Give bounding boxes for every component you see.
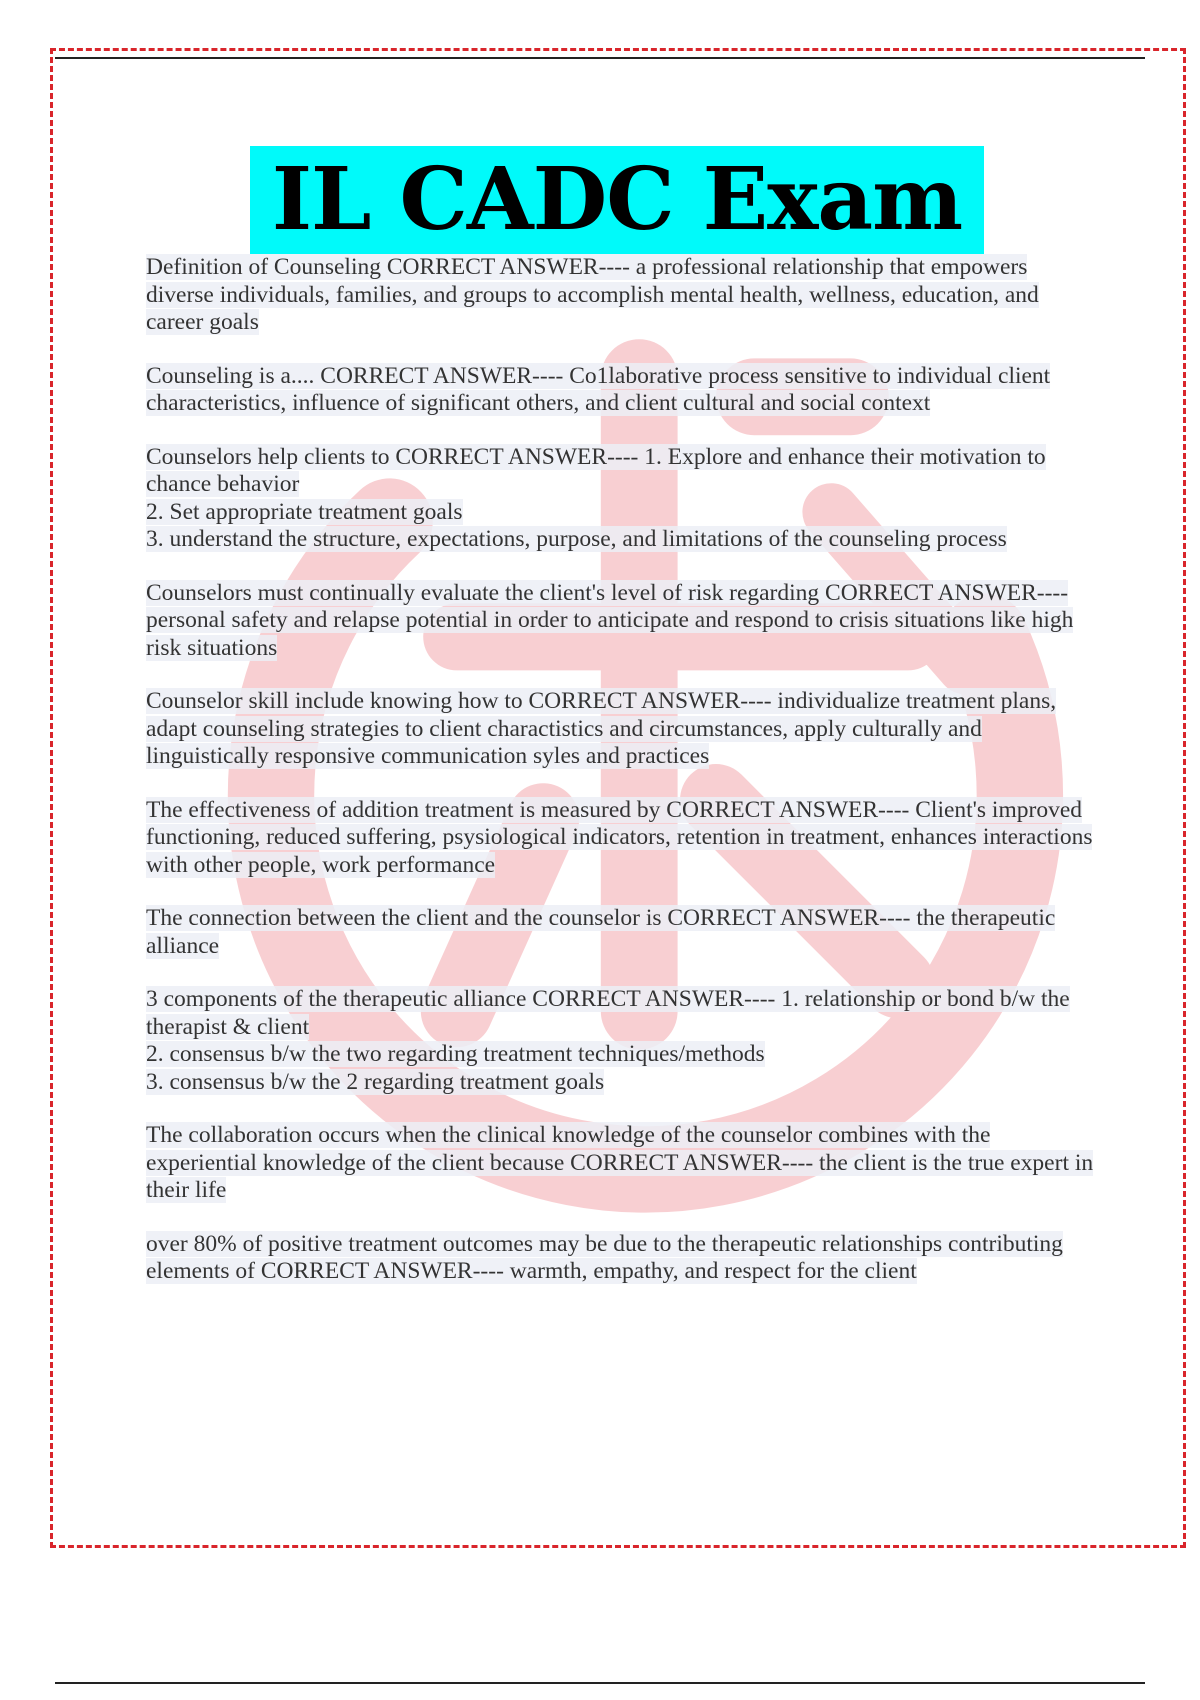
qa-item — [146, 986, 1096, 1096]
qa-line: Counseling is a.... CORRECT ANSWER---- Co1laborative process sensitive to individual client characteristics, influence of significant others, and client cultural and social context — [146, 362, 1051, 416]
qa-item — [146, 254, 1096, 337]
qa-line: over 80% of positive treatment outcomes may be due to the therapeutic relationships contributing elements of CORRECT ANSWER---- warmth, empathy, and respect for the client — [146, 1230, 1063, 1284]
qa-line: 3 components of the therapeutic alliance CORRECT ANSWER---- 1. relationship or bond b/w the therapist & client — [146, 986, 1070, 1040]
qa-item — [146, 688, 1096, 771]
qa-item — [146, 444, 1096, 554]
qa-line: The effectiveness of addition treatment is measured by CORRECT ANSWER---- Client's improved functioning, reduced suffering, psysiological indicators, retention in treatment, enhances interactions with other people, work performance — [146, 796, 1093, 878]
qa-list — [146, 254, 1096, 1312]
qa-item — [146, 1122, 1096, 1205]
qa-item — [146, 580, 1096, 663]
qa-line: The connection between the client and the counselor is CORRECT ANSWER---- the therapeutic alliance — [146, 905, 1056, 959]
qa-line: 2. consensus b/w the two regarding treatment techniques/methods — [146, 1041, 765, 1067]
qa-line: The collaboration occurs when the clinical knowledge of the counselor combines with the experiential knowledge of the client because CORRECT ANSWER---- the client is the true expert in their life — [146, 1122, 1094, 1203]
qa-line: 3. consensus b/w the 2 regarding treatment goals — [146, 1068, 605, 1095]
qa-item — [146, 363, 1096, 418]
qa-line: Definition of Counseling CORRECT ANSWER---- a professional relationship that empowers diverse individuals, families, and groups to accomplish mental health, wellness, education, and career goals — [146, 254, 1039, 335]
qa-line: Counselor skill include knowing how to CORRECT ANSWER---- individualize treatment plans, adapt counseling strategies to client charactistics and circumstances, apply culturally and linguistically responsive communication syles and practices — [146, 688, 1057, 769]
qa-line: Counselors help clients to CORRECT ANSWER---- 1. Explore and enhance their motivation to chance behavior — [146, 443, 1046, 497]
qa-item — [146, 905, 1096, 960]
bottom-rule — [55, 1682, 1145, 1684]
qa-line: 3. understand the structure, expectations, purpose, and limitations of the counseling process — [146, 526, 1007, 552]
document-title: IL CADC Exam — [271, 149, 963, 250]
qa-item — [146, 1231, 1096, 1286]
title-banner — [250, 146, 984, 254]
qa-line: Counselors must continually evaluate the client's level of risk regarding CORRECT ANSWER---- personal safety and relapse potential in order to anticipate and respond to crisis situations like high risk situations — [146, 579, 1074, 661]
qa-item — [146, 797, 1096, 880]
qa-line: 2. Set appropriate treatment goals — [146, 498, 463, 525]
